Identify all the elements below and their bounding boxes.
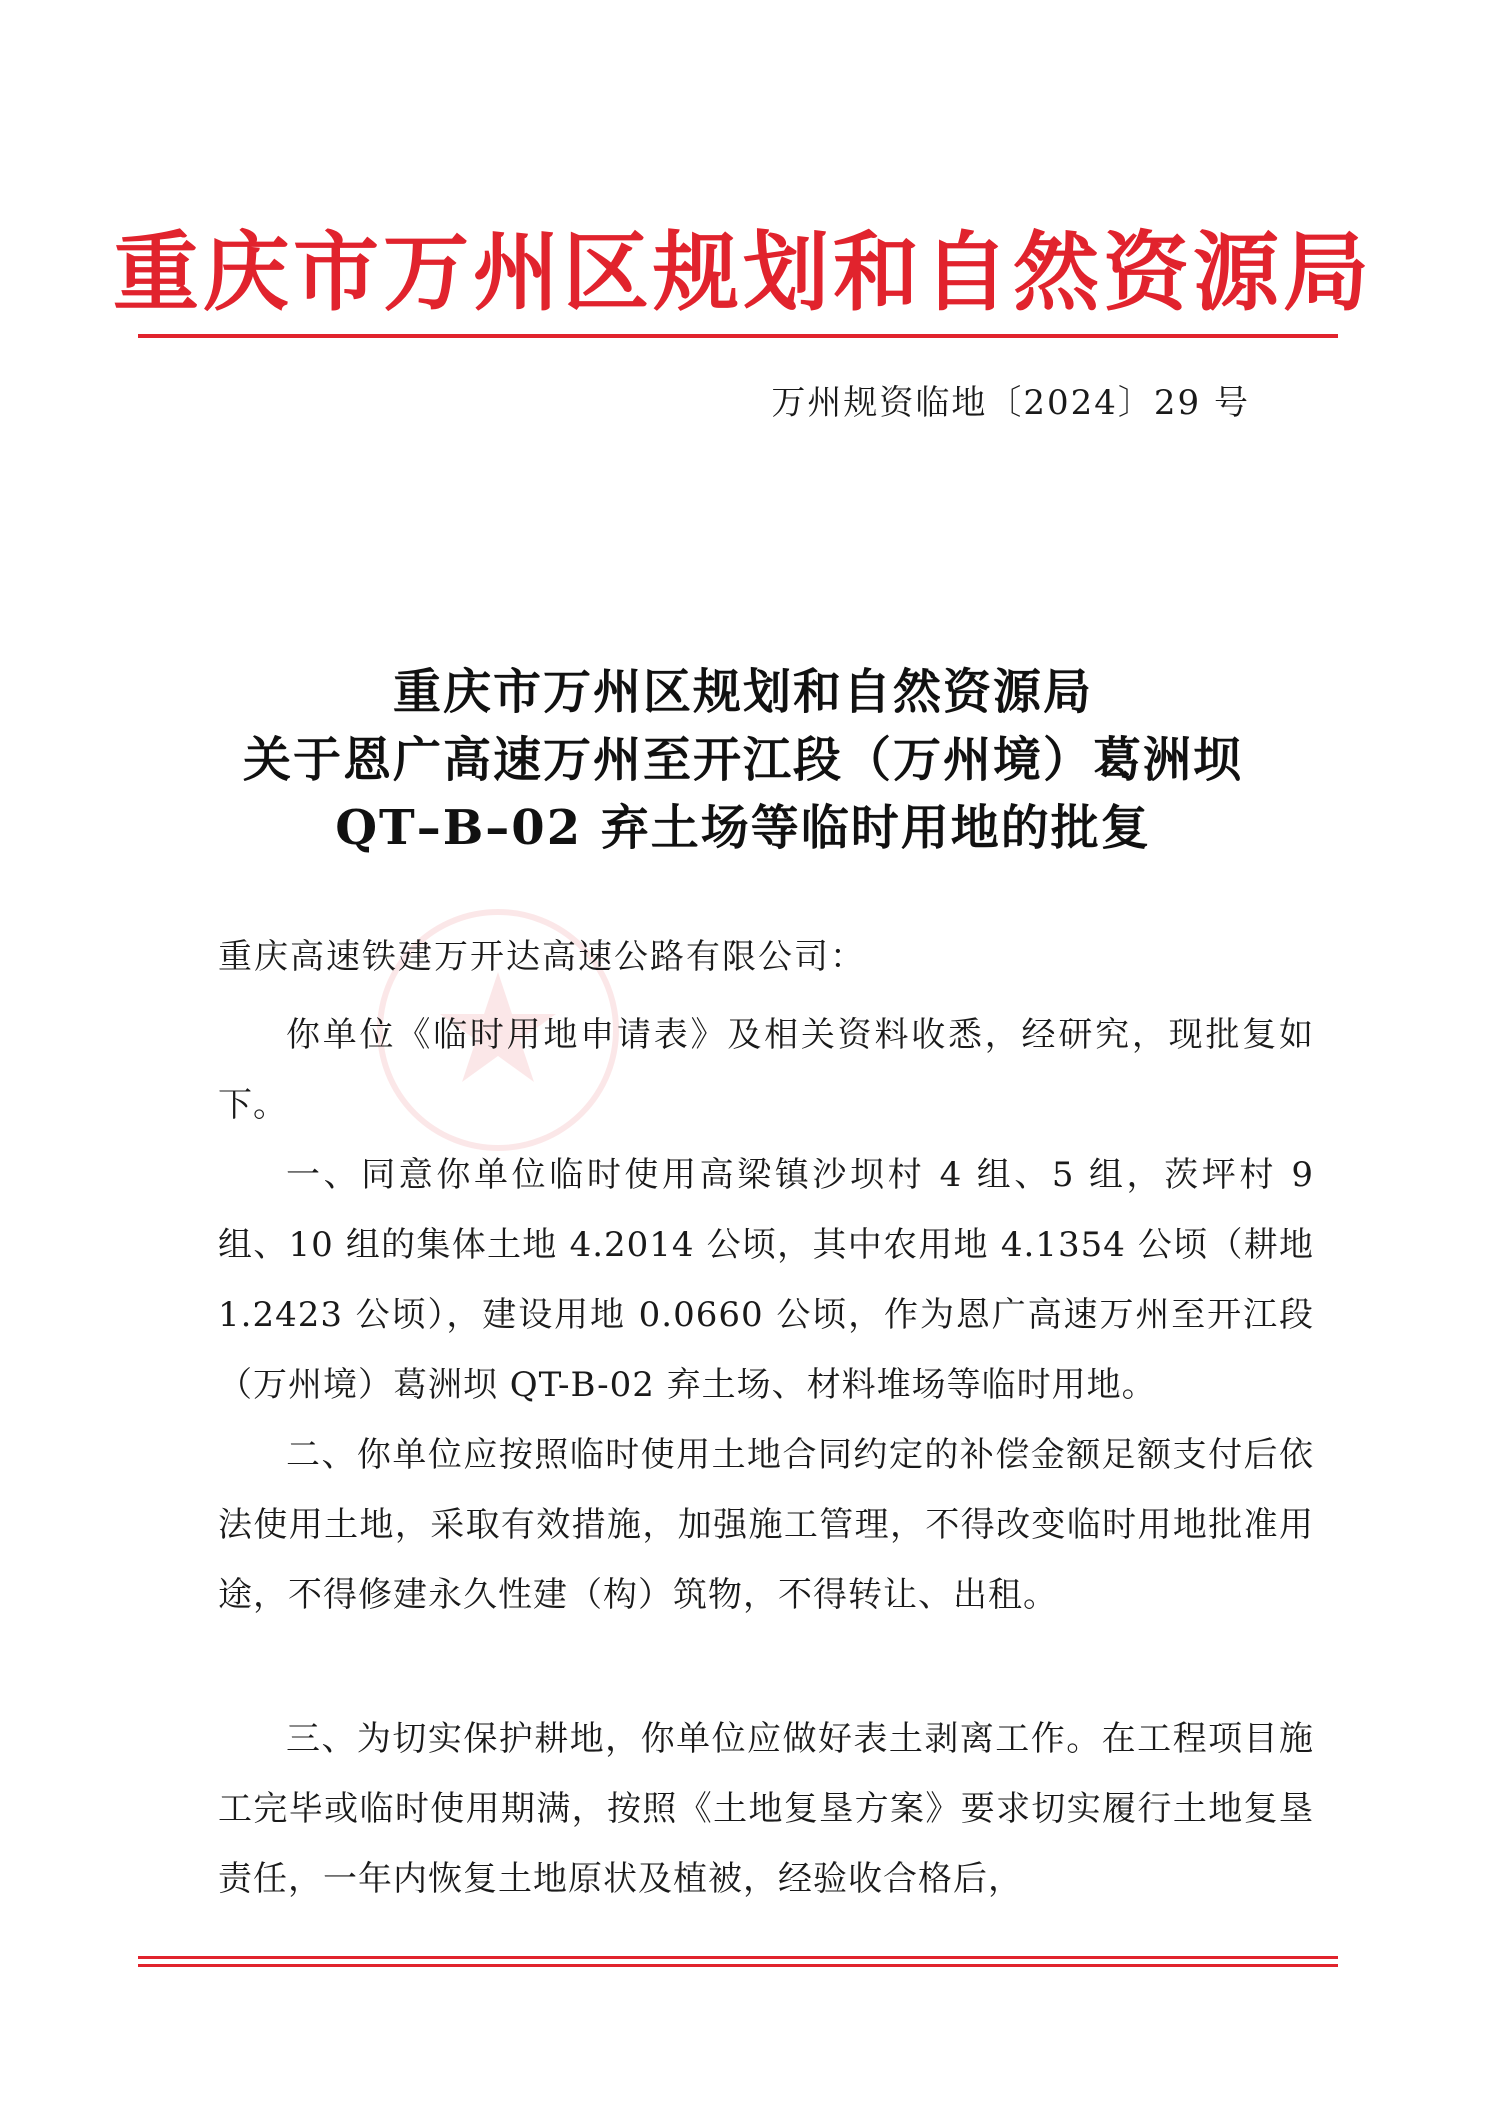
body-paragraph-item-3: 三、为切实保护耕地，你单位应做好表土剥离工作。在工程项目施工完毕或临时使用期满，按照《土地复垦方案》要求切实履行土地复垦责任，一年内恢复土地原状及植被，经验收合格后，: [218, 1719, 1314, 1899]
recipient-line: 重庆高速铁建万开达高速公路有限公司：: [218, 937, 866, 977]
footer-double-rule: [138, 1956, 1338, 1968]
title-line-1: 重庆市万州区规划和自然资源局: [392, 664, 1093, 720]
title-line-3: QT–B–02 弃土场等临时用地的批复: [335, 800, 1151, 856]
title-line-2: 关于恩广高速万州至开江段（万州境）葛洲坝: [242, 732, 1243, 788]
footer-rule-line: [138, 1964, 1338, 1967]
agency-masthead: 重庆市万州区规划和自然资源局: [113, 222, 1373, 323]
body-paragraph-item-1: 一、同意你单位临时使用高梁镇沙坝村 4 组、5 组，茨坪村 9 组、10 组的集体土地 4.2014 公顷，其中农用地 4.1354 公顷（耕地 1.2423 公顷），建设用地 0.0660 公顷，作为恩广高速万州至开江段（万州境）葛洲坝 QT-B-02 弃土场、材料堆场等临时用地。: [218, 1155, 1314, 1405]
footer-rule-line: [138, 1956, 1338, 1959]
body-paragraph-intro: 你单位《临时用地申请表》及相关资料收悉，经研究，现批复如下。: [218, 1015, 1314, 1125]
document-title: [0, 658, 1486, 862]
document-number: 万州规资临地〔2024〕29 号: [771, 383, 1250, 423]
body-paragraph-item-2: 二、你单位应按照临时使用土地合同约定的补偿金额足额支付后依法使用土地，采取有效措施，加强施工管理，不得改变临时用地批准用途，不得修建永久性建（构）筑物，不得转让、出租。: [218, 1435, 1314, 1615]
masthead-divider: [138, 334, 1338, 338]
